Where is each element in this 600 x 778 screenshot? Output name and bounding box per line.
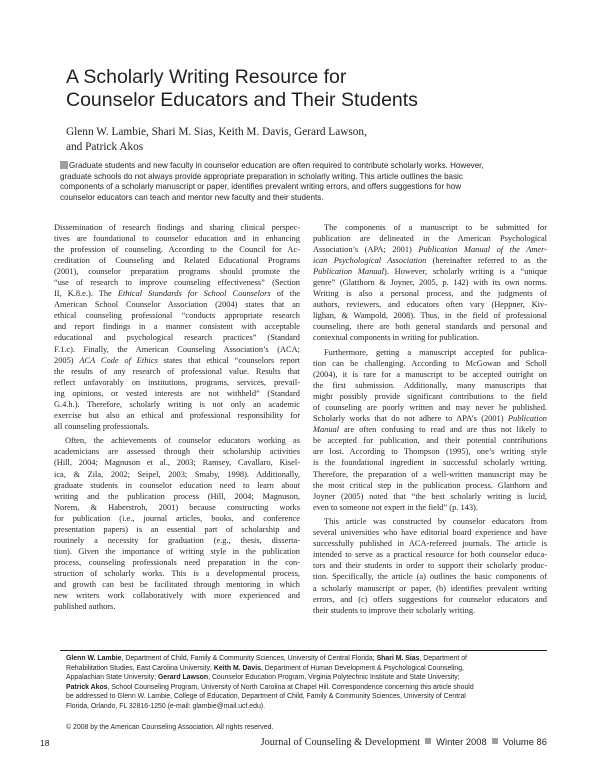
author-affiliations bbox=[66, 654, 547, 712]
body-line: errors, and (c) offers suggestions for counselor educators and bbox=[313, 594, 547, 604]
body-line: This article was constructed by counselor educators from bbox=[324, 517, 547, 527]
affiliation-line bbox=[66, 683, 547, 693]
body-line: Norem, & Haberstroh, 2001) because constructing works bbox=[54, 502, 300, 512]
affiliation-line bbox=[66, 673, 547, 683]
body-line bbox=[313, 266, 547, 277]
body-line: be accepted for publication, and their potential contributions bbox=[313, 436, 547, 446]
body-line: are lost. According to Thompson (1995), one’s writing style bbox=[313, 447, 547, 457]
gray-square-icon bbox=[60, 161, 68, 169]
body-line: Furthermore, getting a manuscript accepted for publica- bbox=[324, 348, 547, 358]
journal-volume: Volume 86 bbox=[502, 736, 547, 747]
abstract-line: counselor educators can teach and mentor new faculty and their students. bbox=[60, 192, 324, 202]
affiliation-text: , Counselor Education Program, Virginia Polytechnic Institute and State University; bbox=[208, 674, 460, 682]
body-line: presentation papers) is an essential part of scholarship and bbox=[54, 524, 300, 534]
body-line: (2001), counselor preparation programs should promote the bbox=[54, 267, 300, 277]
body-line: several universities who have editorial board experience and have bbox=[313, 528, 547, 538]
body-line: process, counseling professionals need preparation in the con- bbox=[54, 557, 300, 567]
body-text: (hereinafter referred to as the bbox=[426, 256, 547, 266]
body-line: publication are delineated in the American Psychological bbox=[313, 234, 547, 244]
body-paragraph bbox=[54, 222, 300, 432]
body-line: genre” (Glatthorn & Joyner, 2005, p. 142) with its own norms. bbox=[313, 278, 547, 288]
body-text: of the bbox=[270, 289, 300, 299]
body-line bbox=[313, 255, 547, 266]
citation-title: ACA Code of Ethics bbox=[79, 355, 158, 365]
citation-title: ican Psychological Association bbox=[313, 256, 427, 266]
body-line: the profession of counseling. According to the Council for Ac- bbox=[54, 245, 300, 255]
journal-citation bbox=[261, 736, 547, 748]
body-text: states that ethical “counselors report bbox=[157, 355, 300, 365]
body-line: all counseling professionals. bbox=[54, 421, 150, 431]
affiliation-line: be addressed to Glenn W. Lambie, College of Education, Department of Child, Family & Community Sciences, University of Central bbox=[66, 693, 466, 701]
abstract-line bbox=[60, 161, 547, 172]
body-line bbox=[54, 288, 300, 299]
body-line: Joyner (2005) noted that “the best scholarly writing is lucid, bbox=[313, 491, 547, 501]
body-line: F.1.c). Finally, the American Counseling Association’s (ACA; bbox=[54, 344, 300, 354]
copyright-notice: © 2008 by the American Counseling Association. All rights reserved. bbox=[66, 724, 274, 731]
body-line: the first submission. Additionally, many manuscripts that bbox=[313, 381, 547, 391]
body-line: tors and their students in order to support their scholarly produc- bbox=[313, 561, 547, 571]
body-line: of counseling are poorly written and may never be published. bbox=[313, 403, 547, 413]
body-line: Often, the achievements of counselor educators working as bbox=[65, 436, 300, 446]
body-line: exercise but also an ethical and professional responsibility for bbox=[54, 410, 300, 420]
body-paragraph bbox=[313, 516, 547, 615]
body-line: creditation of Counseling and Related Educational Programs bbox=[54, 256, 300, 266]
body-line: (2004), it is rare for a manuscript to be accepted outright on bbox=[313, 370, 547, 380]
affiliation-line bbox=[66, 664, 547, 674]
body-column-left bbox=[54, 222, 300, 612]
affiliation-text: , School Counseling Program, University of North Carolina at Chapel Hill. Correspondence concerning this article should bbox=[107, 683, 474, 691]
body-line bbox=[313, 244, 547, 255]
gray-square-icon bbox=[425, 738, 431, 744]
citation-title: Publication Manual of the Amer- bbox=[418, 245, 547, 255]
page-footer bbox=[40, 736, 547, 750]
body-line: tion can be challenging. According to McGowan and Scholl bbox=[313, 359, 547, 369]
affiliation-text: , Department of Human Development & Psychological Counseling, bbox=[260, 664, 464, 672]
body-line: ica, & Zila, 2002; Seipel, 2003; Smaby, 1998). Additionally, bbox=[54, 469, 300, 479]
body-text: are often confusing to read and are thus not likely to bbox=[339, 425, 547, 435]
affiliation-line bbox=[66, 654, 547, 664]
body-line: tives are foundational to counselor education and in enhancing bbox=[54, 234, 300, 244]
body-line: counseling, there are both general standards and personal and bbox=[313, 322, 547, 332]
body-line: intended to serve as a practical resource for both counselor educa- bbox=[313, 550, 547, 560]
body-paragraph bbox=[313, 222, 547, 344]
affiliation-text: , Department of Child, Family & Community Sciences, University of Central Florida; bbox=[121, 655, 377, 662]
body-line: Therefore, the preparation of a well-written manuscript may be bbox=[313, 469, 547, 479]
article-title bbox=[66, 66, 546, 112]
body-line: and report findings in a manner consistent with acceptable bbox=[54, 322, 300, 332]
body-paragraph bbox=[54, 435, 300, 612]
body-line: authors, reviewers, and educators often vary (Heppner, Kiv- bbox=[313, 300, 547, 310]
body-line: Dissemination of research findings and sharing clinical perspec- bbox=[54, 223, 300, 232]
body-text: ). However, scholarly writing is a “unique bbox=[383, 267, 547, 277]
body-line: routinely a necessity for graduation (e.g., thesis, disserta- bbox=[54, 535, 300, 545]
author-list bbox=[66, 125, 546, 154]
body-line: contextual components in writing for publication. bbox=[313, 333, 480, 343]
citation-title: Publication bbox=[507, 414, 547, 424]
body-line: ethical counseling professional “conducts appropriate research bbox=[54, 311, 300, 321]
body-line: educational and psychological research practices” (Standard bbox=[54, 333, 300, 343]
affiliation-line: Florida, Orlando, FL 32816-1250 (e-mail: glambie@mail.ucf.edu). bbox=[66, 702, 266, 710]
body-line: academicians are assessed through their scholarship activities bbox=[54, 447, 300, 457]
body-line: (Hill, 2004; Magnuson et al., 2003; Ramsey, Cavallaro, Kisel- bbox=[54, 458, 300, 468]
author-name: Shari M. Sias bbox=[376, 655, 420, 662]
body-line: tion. Specifically, the article (a) outlines the basic components of bbox=[313, 572, 547, 582]
affiliation-text: Rehabilitation Studies, East Carolina University; bbox=[66, 664, 214, 672]
body-text: Association’s (APA; 2001) bbox=[313, 245, 419, 255]
body-line: their students to improve their scholarly writing. bbox=[313, 605, 476, 615]
journal-issue: Winter 2008 bbox=[436, 736, 487, 747]
affiliation-text: , Department of bbox=[419, 655, 467, 662]
abstract-line: graduate schools do not always provide appropriate preparation in scholarly writing. This article outlines the basic bbox=[60, 171, 463, 181]
abstract-line-text: Graduate students and new faculty in counselor education are often required to contribute scholarly works. However, bbox=[69, 161, 484, 170]
author-name: Gerard Lawson bbox=[157, 674, 209, 682]
body-text: 2005) bbox=[54, 355, 80, 365]
body-line: American School Counselor Association (2004) states that an bbox=[54, 300, 300, 310]
body-paragraph bbox=[313, 347, 547, 513]
body-line: new writers work collaboratively with more experienced and bbox=[54, 591, 300, 601]
body-line: lighan, & Wampold, 2008). Thus, in the field of professional bbox=[313, 311, 547, 321]
body-line: is the foundational ingredient in successful scholarly writing. bbox=[313, 458, 547, 468]
body-line: the results of any research of professional value. Results that bbox=[54, 366, 300, 376]
affiliation-divider bbox=[60, 650, 547, 651]
body-line: published authors. bbox=[54, 602, 116, 612]
body-line: even to someone not expert in the field” (p. 143). bbox=[313, 502, 478, 512]
abstract bbox=[60, 161, 547, 203]
body-line: successfully published in ACA-refereed journals. The article is bbox=[313, 539, 547, 549]
body-line: for publication (i.e., journal articles, books, and conference bbox=[54, 513, 300, 523]
journal-name: Journal of Counseling & Development bbox=[260, 737, 421, 748]
body-column-right bbox=[313, 222, 547, 616]
body-line bbox=[54, 355, 300, 366]
body-line: G.4.h.). Therefore, scholarly writing is not only an academic bbox=[54, 399, 300, 409]
body-line: tion). Given the importance of writing style in the publication bbox=[54, 546, 300, 556]
body-text: II, K.8.e.). The bbox=[54, 289, 118, 299]
affiliation-text: Appalachian State University; bbox=[66, 674, 158, 682]
author-name: Keith M. Davis bbox=[213, 664, 261, 672]
body-line: writing and the publication process (Hill, 2004; Magnuson, bbox=[54, 491, 300, 501]
body-line bbox=[313, 413, 547, 424]
body-line: Writing is also a personal process, and the judgments of bbox=[313, 289, 547, 299]
body-line: struction of scholarly works. This is a developmental process, bbox=[54, 568, 300, 578]
body-line: the most critical step in the publication process. Glatthorn and bbox=[313, 480, 547, 490]
body-line: might possibly provide significant contributions to the field bbox=[313, 392, 547, 402]
gray-square-icon bbox=[492, 738, 498, 744]
body-line: a scholarly manuscript or paper, (b) identifies prevalent writing bbox=[313, 583, 547, 593]
body-line bbox=[313, 424, 547, 435]
author-name: Glenn W. Lambie bbox=[66, 655, 122, 662]
body-line: graduate students in counselor education need to learn about bbox=[54, 480, 300, 490]
author-line: and Patrick Akos bbox=[66, 140, 144, 153]
page-number: 18 bbox=[40, 738, 50, 748]
body-line: The components of a manuscript to be submitted for bbox=[324, 223, 547, 232]
body-line: “use of research to improve counseling effectiveness” (Section bbox=[54, 278, 300, 288]
body-line: and growth can best be facilitated through mentoring in which bbox=[54, 580, 300, 589]
abstract-line: components of a scholarly manuscript or paper, identifies prevalent writing errors, and offers suggestions for how bbox=[60, 182, 462, 192]
body-line: reflect unfavorably on institutions, programs, services, prevail- bbox=[54, 377, 300, 387]
article-title-line: A Scholarly Writing Resource for bbox=[66, 66, 347, 88]
article-title-line: Counselor Educators and Their Students bbox=[66, 89, 418, 111]
citation-title: Ethical Standards for School Counselors bbox=[117, 289, 271, 299]
body-line: ing opinions, or vested interests are not withheld” (Standard bbox=[54, 388, 300, 398]
body-text: Scholarly works that do not adhere to APA’s (2001) bbox=[313, 414, 508, 424]
author-name: Patrick Akos bbox=[66, 683, 108, 691]
citation-title: Publication Manual bbox=[313, 267, 384, 277]
author-line: Glenn W. Lambie, Shari M. Sias, Keith M. Davis, Gerard Lawson, bbox=[66, 126, 367, 138]
citation-title: Manual bbox=[313, 425, 340, 435]
